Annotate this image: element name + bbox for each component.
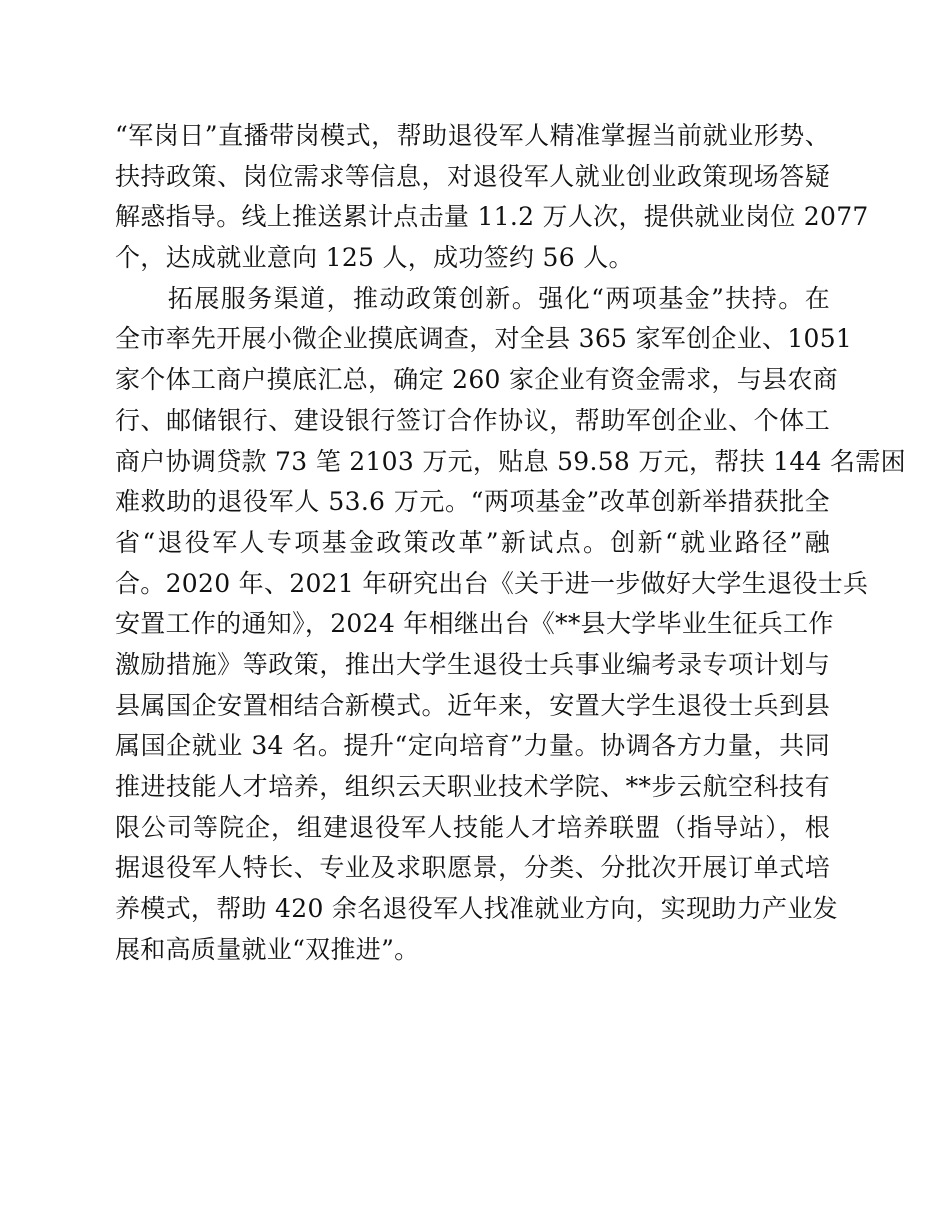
text-line: 家个体工商户摸底汇总，确定 260 家企业有资金需求，与县农商 (115, 365, 838, 395)
text-line: “军岗日”直播带岗模式，帮助退役军人精准掌握当前就业形势、 (115, 121, 830, 150)
text-line: 全市率先开展小微企业摸底调查，对全县 365 家军创企业、1051 (115, 324, 853, 354)
body-text (115, 116, 906, 970)
text-line: 商户协调贷款 73 笔 2103 万元，贴息 59.58 万元，帮扶 144 名需困 (115, 446, 906, 476)
text-line: 安置工作的通知》，2024 年相继出台《**县大学毕业生征兵工作 (115, 609, 834, 639)
text-line: 省“退役军人专项基金政策改革”新试点。创新“就业路径”融 (115, 527, 830, 557)
text-line: 据退役军人特长、专业及求职愿景，分类、分批次开展订单式培 (115, 853, 830, 883)
text-line: 难救助的退役军人 53.6 万元。“两项基金”改革创新举措获批全 (115, 487, 830, 517)
text-line: 养模式，帮助 420 余名退役军人找准就业方向，实现助力产业发 (115, 894, 838, 924)
text-line: 合。2020 年、2021 年研究出台《关于进一步做好大学生退役士兵 (115, 568, 869, 598)
text-line: 个，达成就业意向 125 人，成功签约 56 人。 (115, 243, 634, 273)
text-line: 县属国企安置相结合新模式。近年来，安置大学生退役士兵到县 (115, 690, 830, 720)
text-line: 拓展服务渠道，推动政策创新。强化“两项基金”扶持。在 (115, 283, 830, 313)
text-line: 激励措施》等政策，推出大学生退役士兵事业编考录专项计划与 (115, 649, 830, 679)
text-line: 行、邮储银行、建设银行签订合作协议，帮助军创企业、个体工 (115, 405, 830, 435)
text-line: 解惑指导。线上推送累计点击量 11.2 万人次，提供就业岗位 2077 (115, 202, 869, 232)
text-line: 限公司等院企，组建退役军人技能人才培养联盟（指导站），根 (115, 812, 830, 842)
text-line: 属国企就业 34 名。提升“定向培育”力量。协调各方力量，共同 (115, 731, 830, 761)
text-line: 扶持政策、岗位需求等信息，对退役军人就业创业政策现场答疑 (115, 161, 830, 191)
text-line: 展和高质量就业“双推进”。 (115, 934, 420, 964)
text-line: 推进技能人才培养，组织云天职业技术学院、**步云航空科技有 (115, 772, 830, 801)
